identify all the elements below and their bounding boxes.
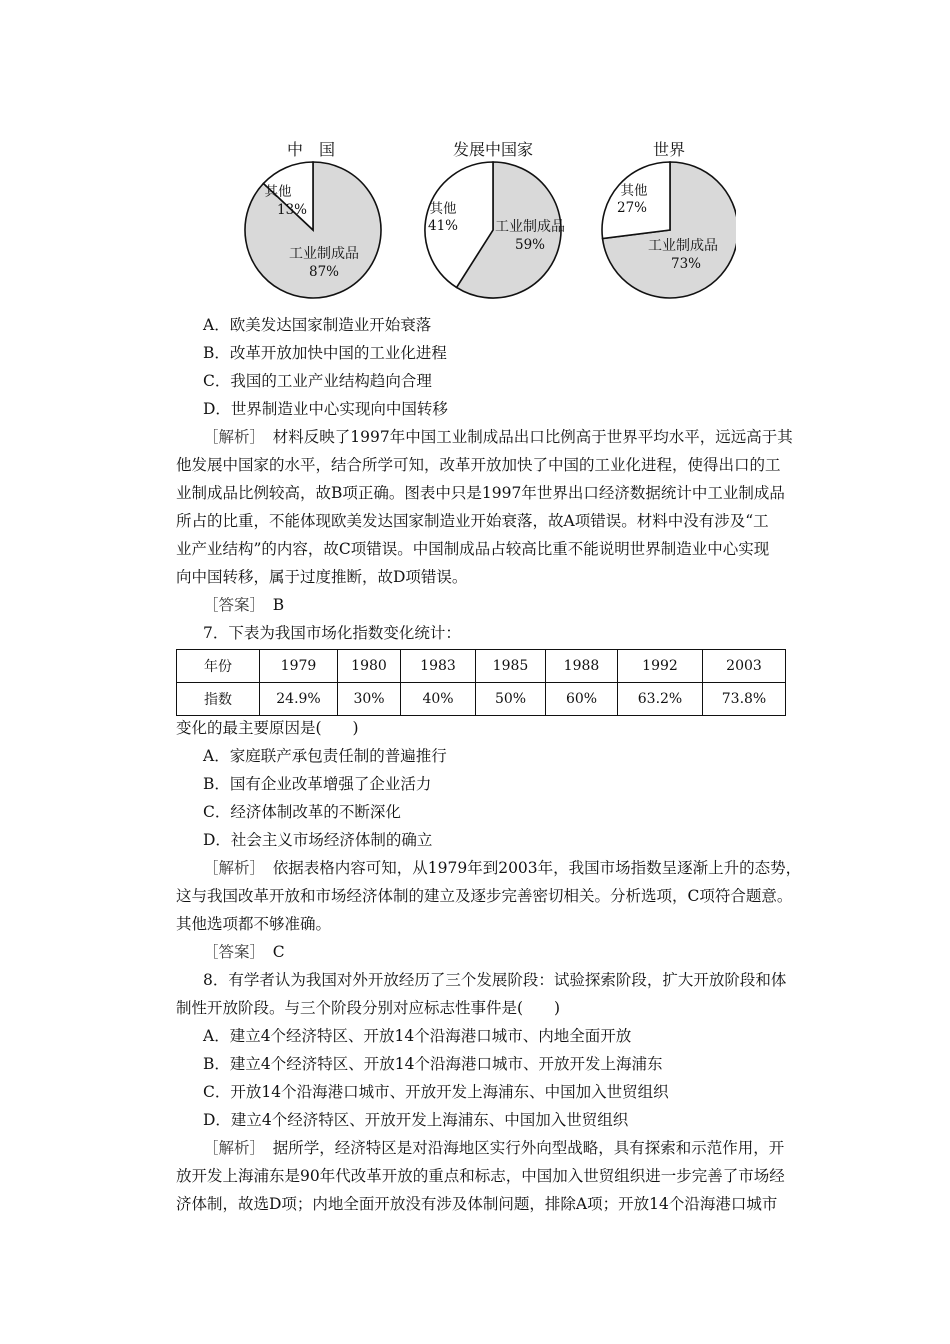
table-row-index xyxy=(177,683,786,716)
q7-answer-tag: ［答案］ xyxy=(203,943,258,961)
q6-analysis-line-6: 向中国转移，属于过度推断，故D项错误。 xyxy=(176,568,468,586)
q8-stem-line-1: 8．有学者认为我国对外开放经历了三个发展阶段：试验探索阶段，扩大开放阶段和体 xyxy=(203,971,787,989)
q6-analysis-line-1 xyxy=(203,427,793,447)
q6-option-b: B．改革开放加快中国的工业化进程 xyxy=(203,344,447,362)
pie-charts xyxy=(236,130,736,310)
table-cell: 60% xyxy=(546,683,618,716)
table-cell: 50% xyxy=(476,683,546,716)
q7-analysis-line-1 xyxy=(203,858,801,878)
table-cell: 1983 xyxy=(401,650,476,683)
q6-analysis-line-2: 他发展中国家的水平，结合所学可知，改革开放加快了中国的工业化进程，使得出口的工 xyxy=(176,456,781,474)
q6-answer xyxy=(203,595,284,615)
q8-analysis-line-3: 济体制，故选D项；内地全面开放没有涉及体制问题，排除A项；开放14个沿海港口城市 xyxy=(176,1195,778,1213)
pie-title-china: 中 国 xyxy=(286,140,336,159)
q6-option-a: A．欧美发达国家制造业开始衰落 xyxy=(203,316,432,334)
pie-developing-main-label: 工业制成品 xyxy=(495,219,565,235)
table-cell: 1985 xyxy=(476,650,546,683)
pie-world-main-label: 工业制成品 xyxy=(648,238,718,254)
table-cell: 1992 xyxy=(618,650,703,683)
q6-analysis-text-1: 材料反映了1997年中国工业制成品出口比例高于世界平均水平，远远高于其 xyxy=(257,428,793,446)
q8-option-c: C．开放14个沿海港口城市、开放开发上海浦东、中国加入世贸组织 xyxy=(203,1083,669,1101)
table-cell: 年份 xyxy=(177,650,260,683)
table-cell: 1980 xyxy=(338,650,401,683)
q7-analysis-text-1: 依据表格内容可知，从1979年到2003年，我国市场指数呈逐渐上升的态势， xyxy=(257,859,802,877)
table-cell: 30% xyxy=(338,683,401,716)
table-cell: 40% xyxy=(401,683,476,716)
pie-world-other-pct: 27% xyxy=(616,200,648,216)
table-cell: 1988 xyxy=(546,650,618,683)
market-index-table xyxy=(176,649,786,716)
q6-answer-value: B xyxy=(257,596,285,614)
q7-analysis-tag: ［解析］ xyxy=(203,859,258,877)
q8-analysis-tag: ［解析］ xyxy=(203,1139,258,1157)
pie-charts-svg xyxy=(236,130,736,310)
pie-developing-other-label: 其他 xyxy=(429,201,457,217)
pie-china-main-pct: 87% xyxy=(308,264,340,280)
q6-analysis-line-3: 业制成品比例较高，故B项正确。图表中只是1997年世界出口经济数据统计中工业制成品 xyxy=(176,484,785,502)
q8-analysis-line-1 xyxy=(203,1138,784,1158)
table-cell: 24.9% xyxy=(260,683,338,716)
pie-title-world: 世界 xyxy=(652,140,686,159)
q7-question: 变化的最主要原因是( ) xyxy=(176,719,359,737)
q7-analysis-line-3: 其他选项都不够准确。 xyxy=(176,915,332,933)
pie-china-other-label: 其他 xyxy=(264,184,292,200)
table-cell: 1979 xyxy=(260,650,338,683)
q7-answer-value: C xyxy=(257,943,285,961)
q6-answer-tag: ［答案］ xyxy=(203,596,258,614)
q6-analysis-line-4: 所占的比重，不能体现欧美发达国家制造业开始衰落，故A项错误。材料中没有涉及“工 xyxy=(176,512,769,530)
q8-option-b: B．建立4个经济特区、开放14个沿海港口城市、开放开发上海浦东 xyxy=(203,1055,663,1073)
table-cell: 指数 xyxy=(177,683,260,716)
table-cell: 63.2% xyxy=(618,683,703,716)
q8-option-a: A．建立4个经济特区、开放14个沿海港口城市、内地全面开放 xyxy=(203,1027,632,1045)
q7-option-c: C．经济体制改革的不断深化 xyxy=(203,803,401,821)
q6-option-d: D．世界制造业中心实现向中国转移 xyxy=(203,400,448,418)
q6-analysis-line-5: 业产业结构”的内容，故C项错误。中国制成品占较高比重不能说明世界制造业中心实现 xyxy=(176,540,770,558)
q8-analysis-text-1: 据所学，经济特区是对沿海地区实行外向型战略，具有探索和示范作用，开 xyxy=(257,1139,785,1157)
pie-china-main-label: 工业制成品 xyxy=(289,246,359,262)
pie-developing-other-pct: 41% xyxy=(427,218,459,234)
q6-option-c: C．我国的工业产业结构趋向合理 xyxy=(203,372,432,390)
q7-option-d: D．社会主义市场经济体制的确立 xyxy=(203,831,433,849)
q7-option-a: A．家庭联产承包责任制的普遍推行 xyxy=(203,747,447,765)
q7-stem: 7．下表为我国市场化指数变化统计： xyxy=(203,624,461,642)
pie-world-other-label: 其他 xyxy=(620,183,648,199)
table-cell: 2003 xyxy=(703,650,786,683)
pie-world-main-pct: 73% xyxy=(670,256,702,272)
q7-option-b: B．国有企业改革增强了企业活力 xyxy=(203,775,432,793)
q6-analysis-tag: ［解析］ xyxy=(203,428,258,446)
q7-answer xyxy=(203,942,285,962)
q8-analysis-line-2: 放开发上海浦东是90年代改革开放的重点和标志，中国加入世贸组织进一步完善了市场经 xyxy=(176,1167,785,1185)
q8-stem-line-2: 制性开放阶段。与三个阶段分别对应标志性事件是( ) xyxy=(176,999,561,1017)
q8-option-d: D．建立4个经济特区、开放开发上海浦东、中国加入世贸组织 xyxy=(203,1111,629,1129)
table-row-years xyxy=(177,650,786,683)
pie-title-developing: 发展中国家 xyxy=(452,140,534,159)
table-cell: 73.8% xyxy=(703,683,786,716)
pie-developing-main-pct: 59% xyxy=(514,237,546,253)
q7-analysis-line-2: 这与我国改革开放和市场经济体制的建立及逐步完善密切相关。分析选项，C项符合题意。 xyxy=(176,887,793,905)
pie-china-other-pct: 13% xyxy=(276,202,308,218)
